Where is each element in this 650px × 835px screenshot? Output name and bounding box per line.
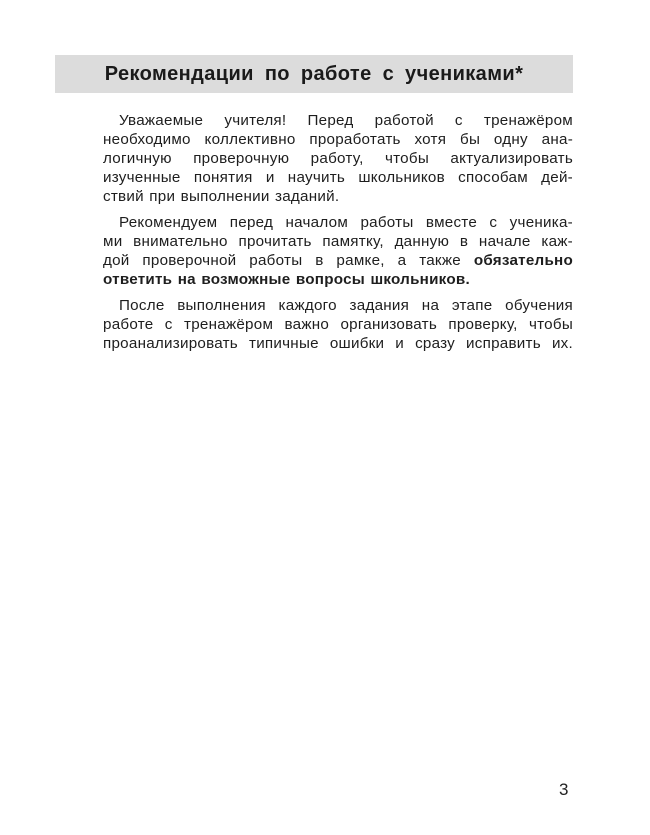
text-line: логичную проверочную работу, чтобы актуализировать xyxy=(103,150,573,167)
text-line: проанализировать типичные ошибки и сразу исправить их. xyxy=(103,335,573,352)
text-line: работе с тренажёром важно организовать проверку, чтобы xyxy=(103,316,573,333)
paragraph-intro xyxy=(103,111,573,206)
text-line: необходимо коллективно проработать хотя бы одну ана- xyxy=(103,131,573,148)
paragraph-recommendation xyxy=(103,213,573,289)
text-line: Рекомендуем перед началом работы вместе с ученика- xyxy=(119,214,573,231)
text-line: Уважаемые учителя! Перед работой с тренажёром xyxy=(119,112,573,129)
text-line-mixed xyxy=(103,251,573,270)
text-line: ствий при выполнении заданий. xyxy=(103,188,340,205)
text-line: После выполнения каждого задания на этапе обучения xyxy=(119,297,573,314)
emphasis-text: обязательно xyxy=(473,252,573,269)
page-number: 3 xyxy=(559,780,569,799)
emphasis-text-line: ответить на возможные вопросы школьников. xyxy=(103,271,470,288)
section-title-bar xyxy=(55,55,573,93)
document-body xyxy=(103,111,573,360)
text-line: ми внимательно прочитать памятку, данную в начале каж- xyxy=(103,233,573,250)
text-line: изученные понятия и научить школьников способам дей- xyxy=(103,169,573,186)
paragraph-checking xyxy=(103,296,573,353)
text-fragment: дой проверочной работы в рамке, а также xyxy=(103,252,461,269)
page-title: Рекомендации по работе с учениками* xyxy=(104,62,524,85)
